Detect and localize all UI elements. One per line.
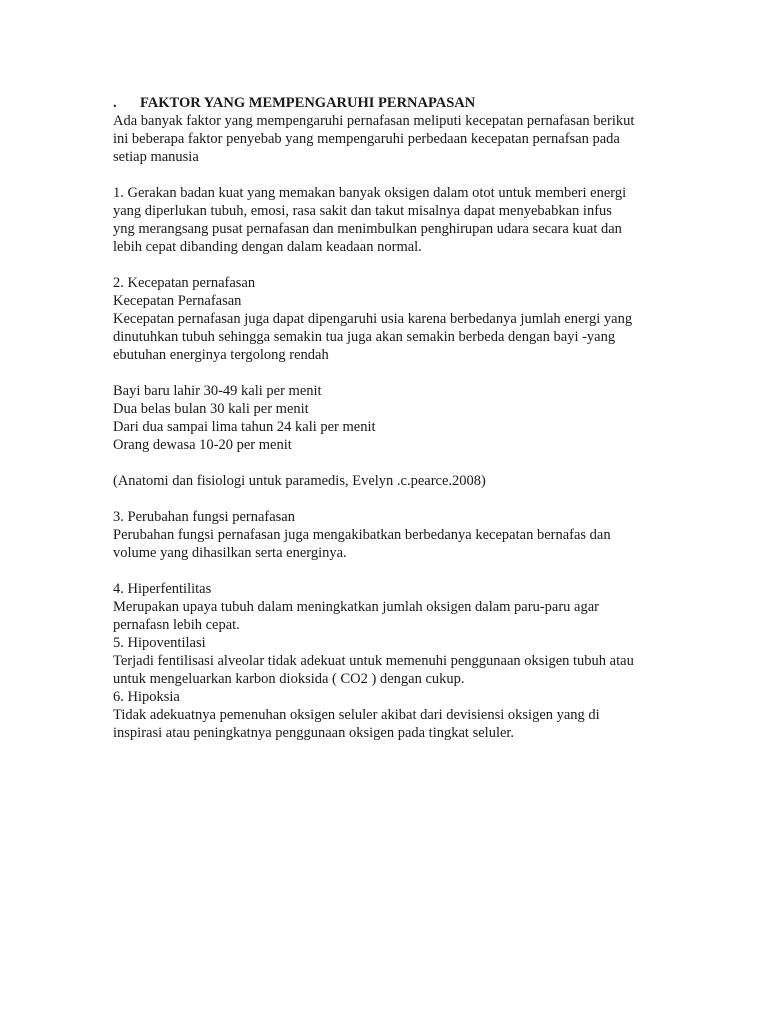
- section-heading: 6. Hipoksia: [113, 689, 180, 705]
- text-line: pernafasn lebih cepat.: [113, 617, 240, 633]
- paragraph-gap: [113, 490, 673, 508]
- text-line: yang diperlukan tubuh, emosi, rasa sakit dan takut misalnya dapat menyebabkan infus: [113, 203, 612, 219]
- section-heading: 5. Hipoventilasi: [113, 635, 206, 651]
- text-line: Merupakan upaya tubuh dalam meningkatkan jumlah oksigen dalam paru-paru agar: [113, 599, 599, 615]
- text-line: 1. Gerakan badan kuat yang memakan banyak oksigen dalam otot untuk memberi energi: [113, 185, 627, 201]
- title-text: FAKTOR YANG MEMPENGARUHI PERNAPASAN: [140, 95, 476, 111]
- section-heading: 3. Perubahan fungsi pernafasan: [113, 509, 295, 525]
- rate-item: Orang dewasa 10-20 per menit: [113, 437, 292, 453]
- text-line: Perubahan fungsi pernafasan juga mengakibatkan berbedanya kecepatan bernafas dan: [113, 527, 611, 543]
- intro-paragraph: [113, 112, 673, 166]
- citation: (Anatomi dan fisiologi untuk paramedis, Evelyn .c.pearce.2008): [113, 473, 486, 489]
- text-line: Kecepatan pernafasan juga dapat dipengaruhi usia karena berbedanya jumlah energi yang: [113, 311, 633, 327]
- title-bullet: .: [113, 95, 117, 111]
- text-line: yng merangsang pusat pernafasan dan menimbulkan penghirupan udara secara kuat dan: [113, 221, 622, 237]
- rate-item: Dari dua sampai lima tahun 24 kali per menit: [113, 419, 376, 435]
- section-3: [113, 508, 673, 562]
- text-line: Tidak adekuatnya pemenuhan oksigen seluler akibat dari devisiensi oksigen yang di: [113, 707, 600, 723]
- text-line: Ada banyak faktor yang mempengaruhi pernafasan meliputi kecepatan pernafasan berikut: [113, 113, 635, 129]
- breathing-rates-list: [113, 382, 673, 454]
- document-page: [113, 94, 673, 742]
- text-line: volume yang dihasilkan serta energinya.: [113, 545, 347, 561]
- text-line: lebih cepat dibanding dengan dalam keadaan normal.: [113, 239, 422, 255]
- paragraph-gap: [113, 256, 673, 274]
- section-1: [113, 184, 673, 256]
- paragraph-gap: [113, 364, 673, 382]
- sections-4-to-6: [113, 580, 673, 742]
- paragraph-gap: [113, 562, 673, 580]
- section-heading: 2. Kecepatan pernafasan: [113, 275, 256, 291]
- text-line: dinutuhkan tubuh sehingga semakin tua juga akan semakin berbeda dengan bayi -yang: [113, 329, 616, 345]
- text-line: Terjadi fentilisasi alveolar tidak adekuat untuk memenuhi penggunaan oksigen tubuh atau: [113, 653, 634, 669]
- section-heading: 4. Hiperfentilitas: [113, 581, 212, 597]
- text-line: inspirasi atau peningkatnya penggunaan oksigen pada tingkat seluler.: [113, 725, 515, 741]
- text-line: Kecepatan Pernafasan: [113, 293, 242, 309]
- text-line: ebutuhan energinya tergolong rendah: [113, 347, 329, 363]
- document-title: [113, 94, 673, 112]
- rate-item: Dua belas bulan 30 kali per menit: [113, 401, 309, 417]
- rate-item: Bayi baru lahir 30-49 kali per menit: [113, 383, 322, 399]
- text-line: ini beberapa faktor penyebab yang mempengaruhi perbedaan kecepatan pernafsan pada: [113, 131, 620, 147]
- paragraph-gap: [113, 454, 673, 472]
- section-2: [113, 274, 673, 364]
- text-line: untuk mengeluarkan karbon dioksida ( CO2 ) dengan cukup.: [113, 671, 465, 687]
- paragraph-gap: [113, 166, 673, 184]
- text-line: setiap manusia: [113, 149, 199, 165]
